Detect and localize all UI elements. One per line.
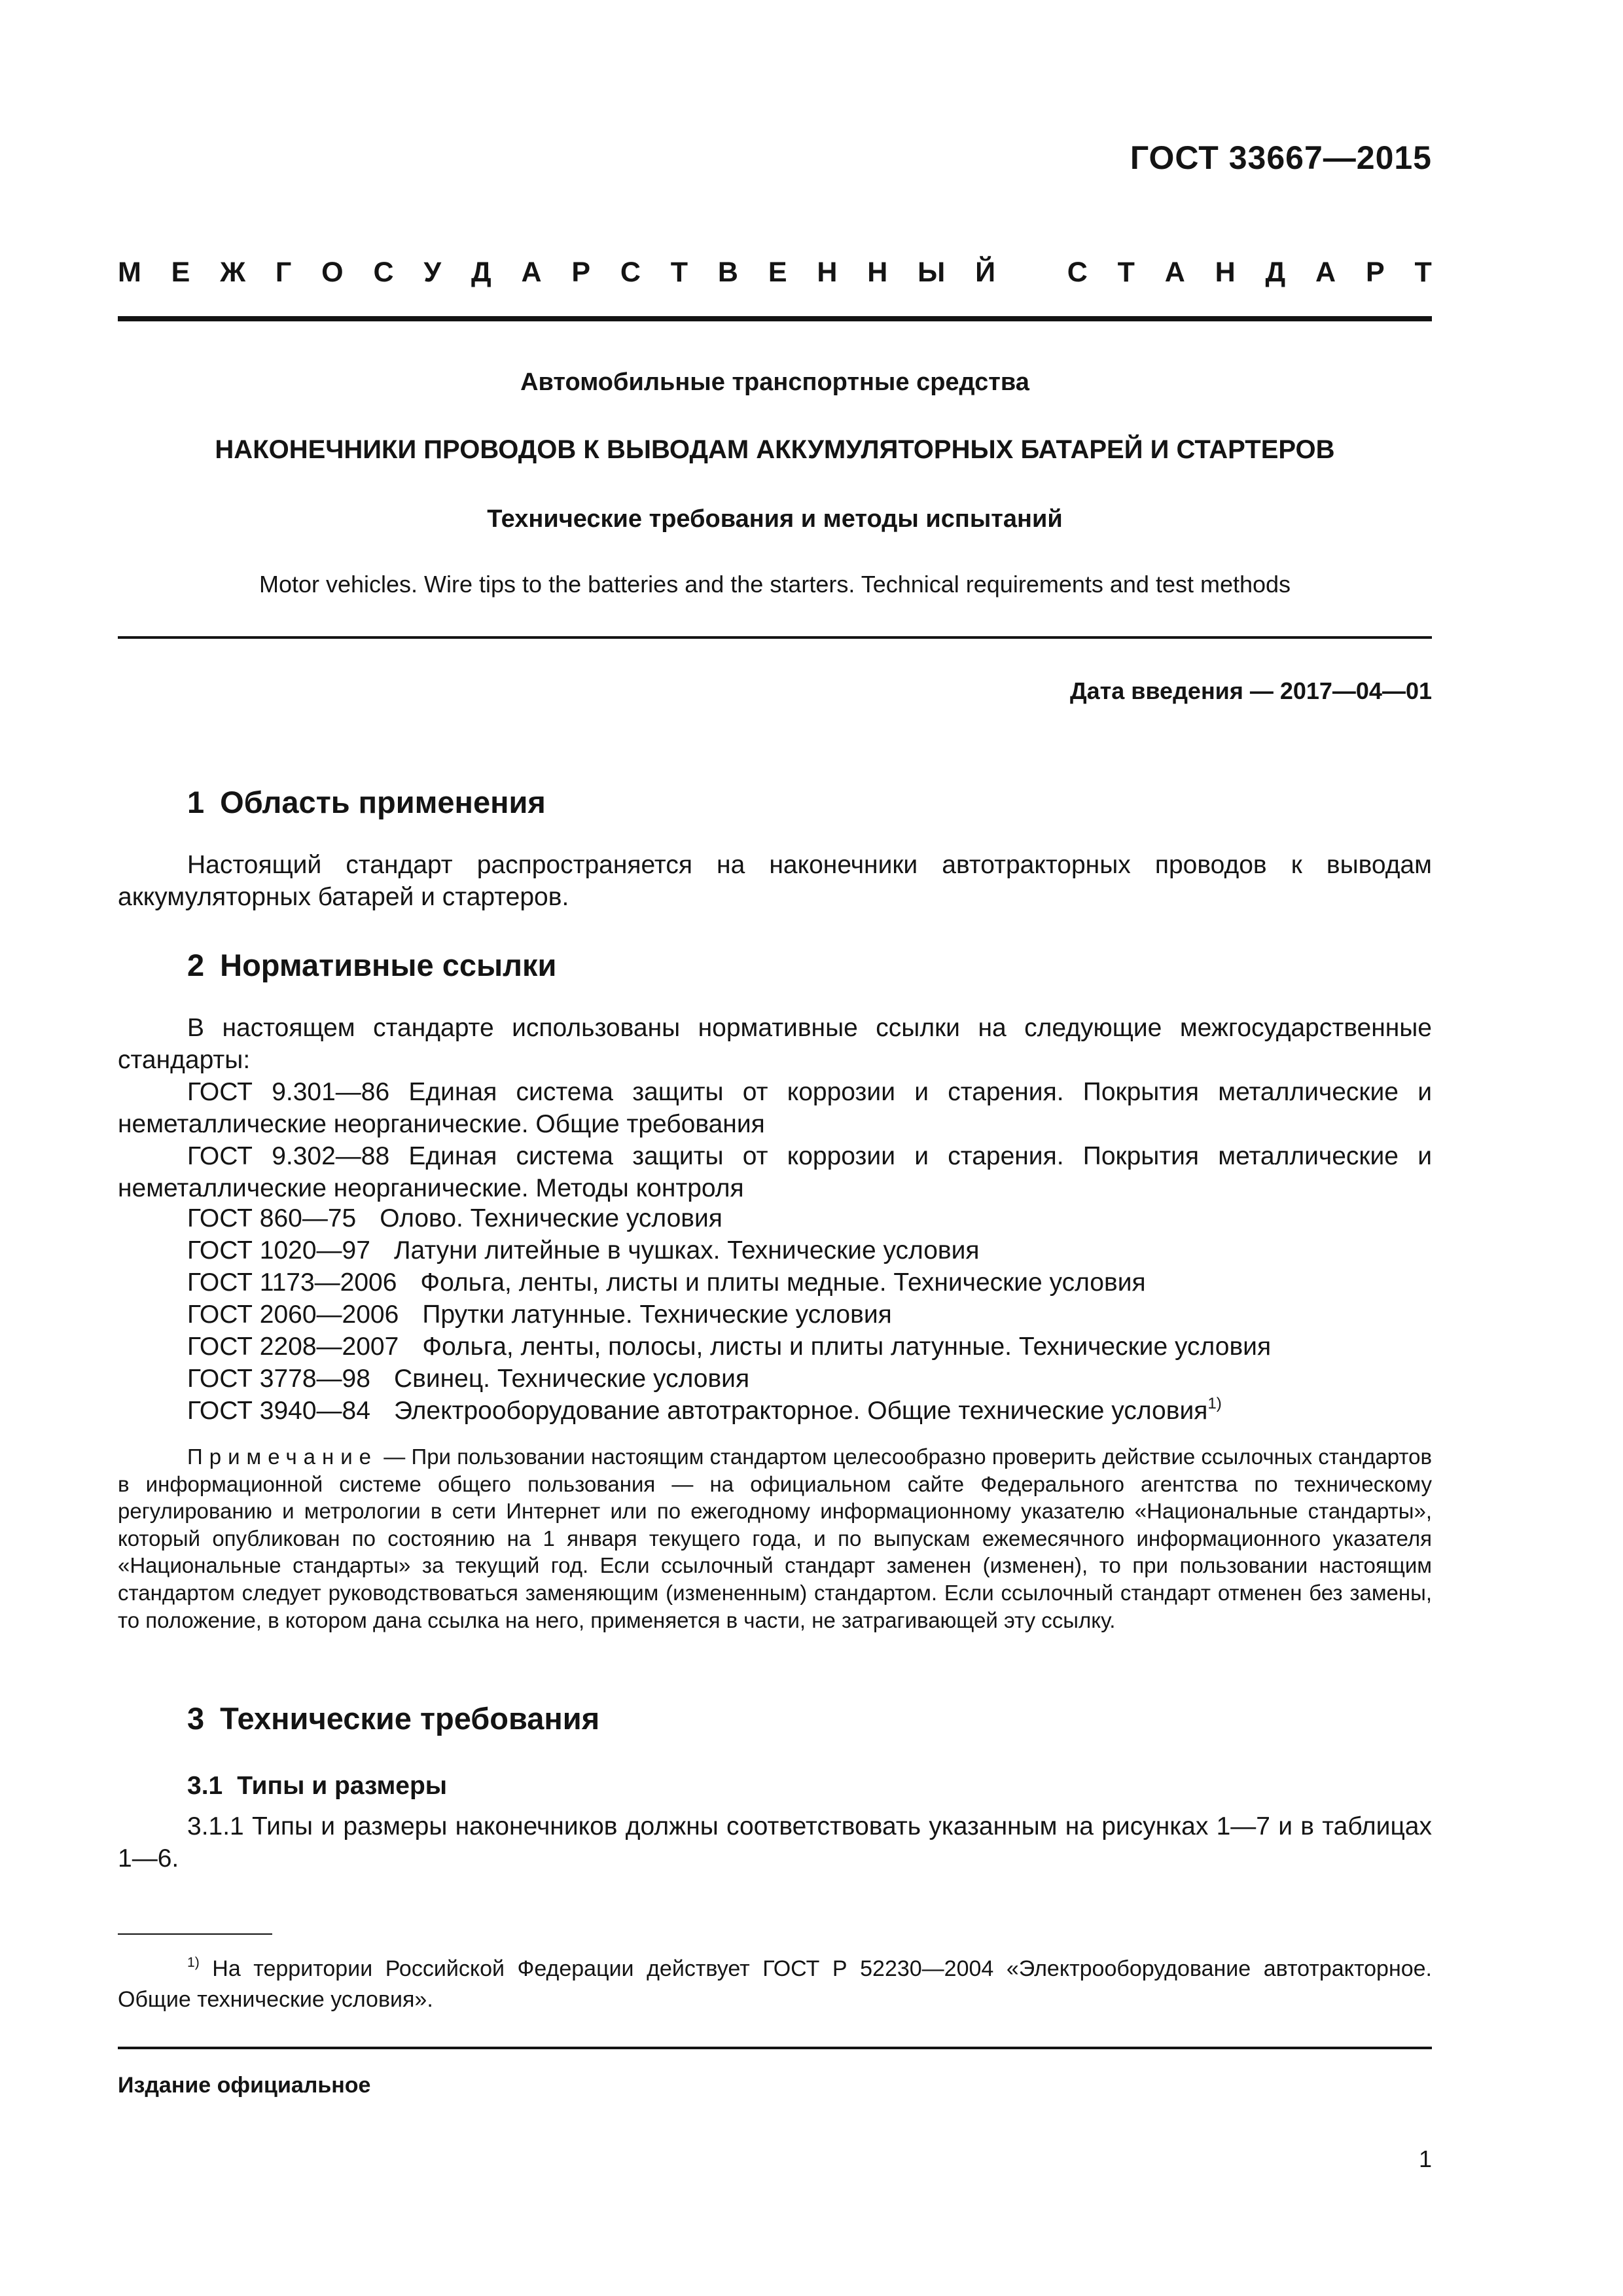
section-number: 3	[187, 1701, 205, 1736]
banner-letter: В	[717, 257, 738, 288]
reference-code: ГОСТ 3940—84	[187, 1397, 370, 1425]
section-title: Область применения	[220, 785, 546, 819]
section-number: 1	[187, 785, 205, 819]
subsection-number: 3.1	[187, 1772, 223, 1800]
banner-letter: Т	[670, 257, 688, 288]
reference-title: Фольга, ленты, полосы, листы и плиты латунные. Технические условия	[422, 1333, 1272, 1361]
reference-code: ГОСТ 2060—2006	[187, 1300, 399, 1329]
reference-item	[187, 1268, 1146, 1297]
banner-letter: С	[373, 257, 394, 288]
banner-letter: Д	[1265, 257, 1286, 288]
section-title: Нормативные ссылки	[220, 948, 557, 982]
banner-letter: Т	[1117, 257, 1135, 288]
subsection-3-1-heading	[187, 1772, 447, 1801]
english-title: Motor vehicles. Wire tips to the batteries and the starters. Technical requirements and test methods	[259, 571, 1291, 598]
reference-title: Латуни литейные в чушках. Технические условия	[393, 1236, 980, 1265]
section-title: Технические требования	[220, 1701, 600, 1736]
clause-3-1-1: 3.1.1 Типы и размеры наконечников должны соответствовать указанным на рисунках 1—7 и в таблицах 1—6.	[118, 1812, 1432, 1873]
reference-code: ГОСТ 1173—2006	[187, 1268, 397, 1297]
reference-wrapped: ГОСТ 9.301—86 Единая система защиты от коррозии и старения. Покрытия металлические и неметаллические неорганические. Общие требования	[118, 1078, 1432, 1138]
footnote-mark: 1)	[1207, 1395, 1222, 1412]
banner-letter: Е	[171, 257, 190, 288]
section-number: 2	[187, 948, 205, 982]
reference-code: ГОСТ 860—75	[187, 1204, 357, 1232]
reference-item	[187, 1397, 1222, 1426]
banner-letter: Н	[1215, 257, 1236, 288]
section-3-heading	[187, 1700, 599, 1736]
banner-letter: Ж	[220, 257, 246, 288]
footer-rule	[118, 2047, 1432, 2049]
reference-item	[187, 1300, 892, 1329]
banner-letter: Р	[1365, 257, 1385, 288]
banner-letter: Н	[817, 257, 838, 288]
page-number: 1	[1418, 2145, 1432, 2172]
reference-title: Электрооборудование автотракторное. Общие технические условия	[393, 1397, 1208, 1425]
section-1-heading	[187, 784, 546, 820]
section-1-text: Настоящий стандарт распространяется на наконечники автотракторных проводов к выводам аккумуляторных батарей и стартеров.	[118, 851, 1432, 911]
reference-item	[187, 1365, 749, 1393]
banner-letter: У	[423, 257, 442, 288]
banner-letter: А	[1315, 257, 1336, 288]
banner-letter: М	[118, 257, 141, 288]
document-title: НАКОНЕЧНИКИ ПРОВОДОВ К ВЫВОДАМ АККУМУЛЯТОРНЫХ БАТАРЕЙ И СТАРТЕРОВ	[215, 435, 1335, 464]
subsection-title: Типы и размеры	[237, 1772, 448, 1800]
reference-item	[187, 1204, 722, 1233]
footnote	[118, 1954, 1432, 2015]
note-lead: Примечание	[187, 1444, 378, 1469]
footnote-mark: 1)	[187, 1954, 200, 1970]
banner-letter: Д	[471, 257, 491, 288]
banner-letter: Й	[975, 257, 996, 288]
banner-letter: Ы	[918, 257, 946, 288]
banner-letter: Р	[571, 257, 591, 288]
banner-letter: Н	[867, 257, 888, 288]
banner-letter: А	[521, 257, 542, 288]
reference-code: ГОСТ 2208—2007	[187, 1333, 399, 1361]
standard-number: ГОСТ 33667—2015	[1130, 139, 1432, 176]
banner-letter: Е	[768, 257, 787, 288]
banner-letter: Т	[1414, 257, 1432, 288]
banner-letter	[1026, 257, 1037, 289]
section-2-heading	[187, 947, 556, 983]
edition-label: Издание официальное	[118, 2073, 371, 2098]
reference-code: ГОСТ 1020—97	[187, 1236, 370, 1265]
banner-letter: А	[1164, 257, 1185, 288]
references-intro: В настоящем стандарте использованы нормативные ссылки на следующие межгосударственные стандарты:	[118, 1014, 1432, 1074]
document-subtitle: Технические требования и методы испытаний	[487, 505, 1063, 533]
interstate-standard-banner	[118, 257, 1432, 289]
reference-title: Олово. Технические условия	[380, 1204, 722, 1232]
banner-letter: С	[1067, 257, 1088, 288]
footnote-text: На территории Российской Федерации действует ГОСТ Р 52230—2004 «Электрооборудование автотракторное. Общие технические условия».	[118, 1956, 1432, 2012]
reference-wrapped: ГОСТ 9.302—88 Единая система защиты от коррозии и старения. Покрытия металлические и неметаллические неорганические. Методы контроля	[118, 1142, 1432, 1202]
note	[118, 1443, 1432, 1634]
reference-code: ГОСТ 3778—98	[187, 1365, 370, 1393]
banner-letter: Г	[275, 257, 292, 288]
title-rule	[118, 636, 1432, 639]
reference-item	[187, 1333, 1271, 1361]
reference-title: Прутки латунные. Технические условия	[422, 1300, 892, 1329]
note-text: — При пользовании настоящим стандартом целесообразно проверить действие ссылочных стандартов в информационной системе общего пользования — на официальном сайте Федерального агентства по техническому регулированию и метрологии в сети Интернет или по ежегодному информационному указателю «Национальные стандарты», который опубликован по состоянию на 1 января текущего года, и по выпускам ежемесячного информационного указателя «Национальные стандарты» за текущий год. Если ссылочный стандарт заменен (изменен), то при пользовании настоящим стандартом следует руководствоваться заменяющим (измененным) стандартом. Если ссылочный стандарт отменен без замены, то положение, в котором дана ссылка на него, применяется в части, не затрагивающей эту ссылку.	[118, 1444, 1432, 1632]
banner-letter: О	[321, 257, 344, 288]
reference-title: Фольга, ленты, листы и плиты медные. Технические условия	[420, 1268, 1146, 1297]
reference-title: Свинец. Технические условия	[393, 1365, 750, 1393]
document-kind: Автомобильные транспортные средства	[520, 368, 1029, 396]
intro-date: Дата введения — 2017—04—01	[1069, 677, 1432, 704]
footnote-rule	[118, 1933, 272, 1935]
banner-letter: С	[620, 257, 641, 288]
header-rule	[118, 316, 1432, 321]
reference-item	[187, 1236, 980, 1265]
